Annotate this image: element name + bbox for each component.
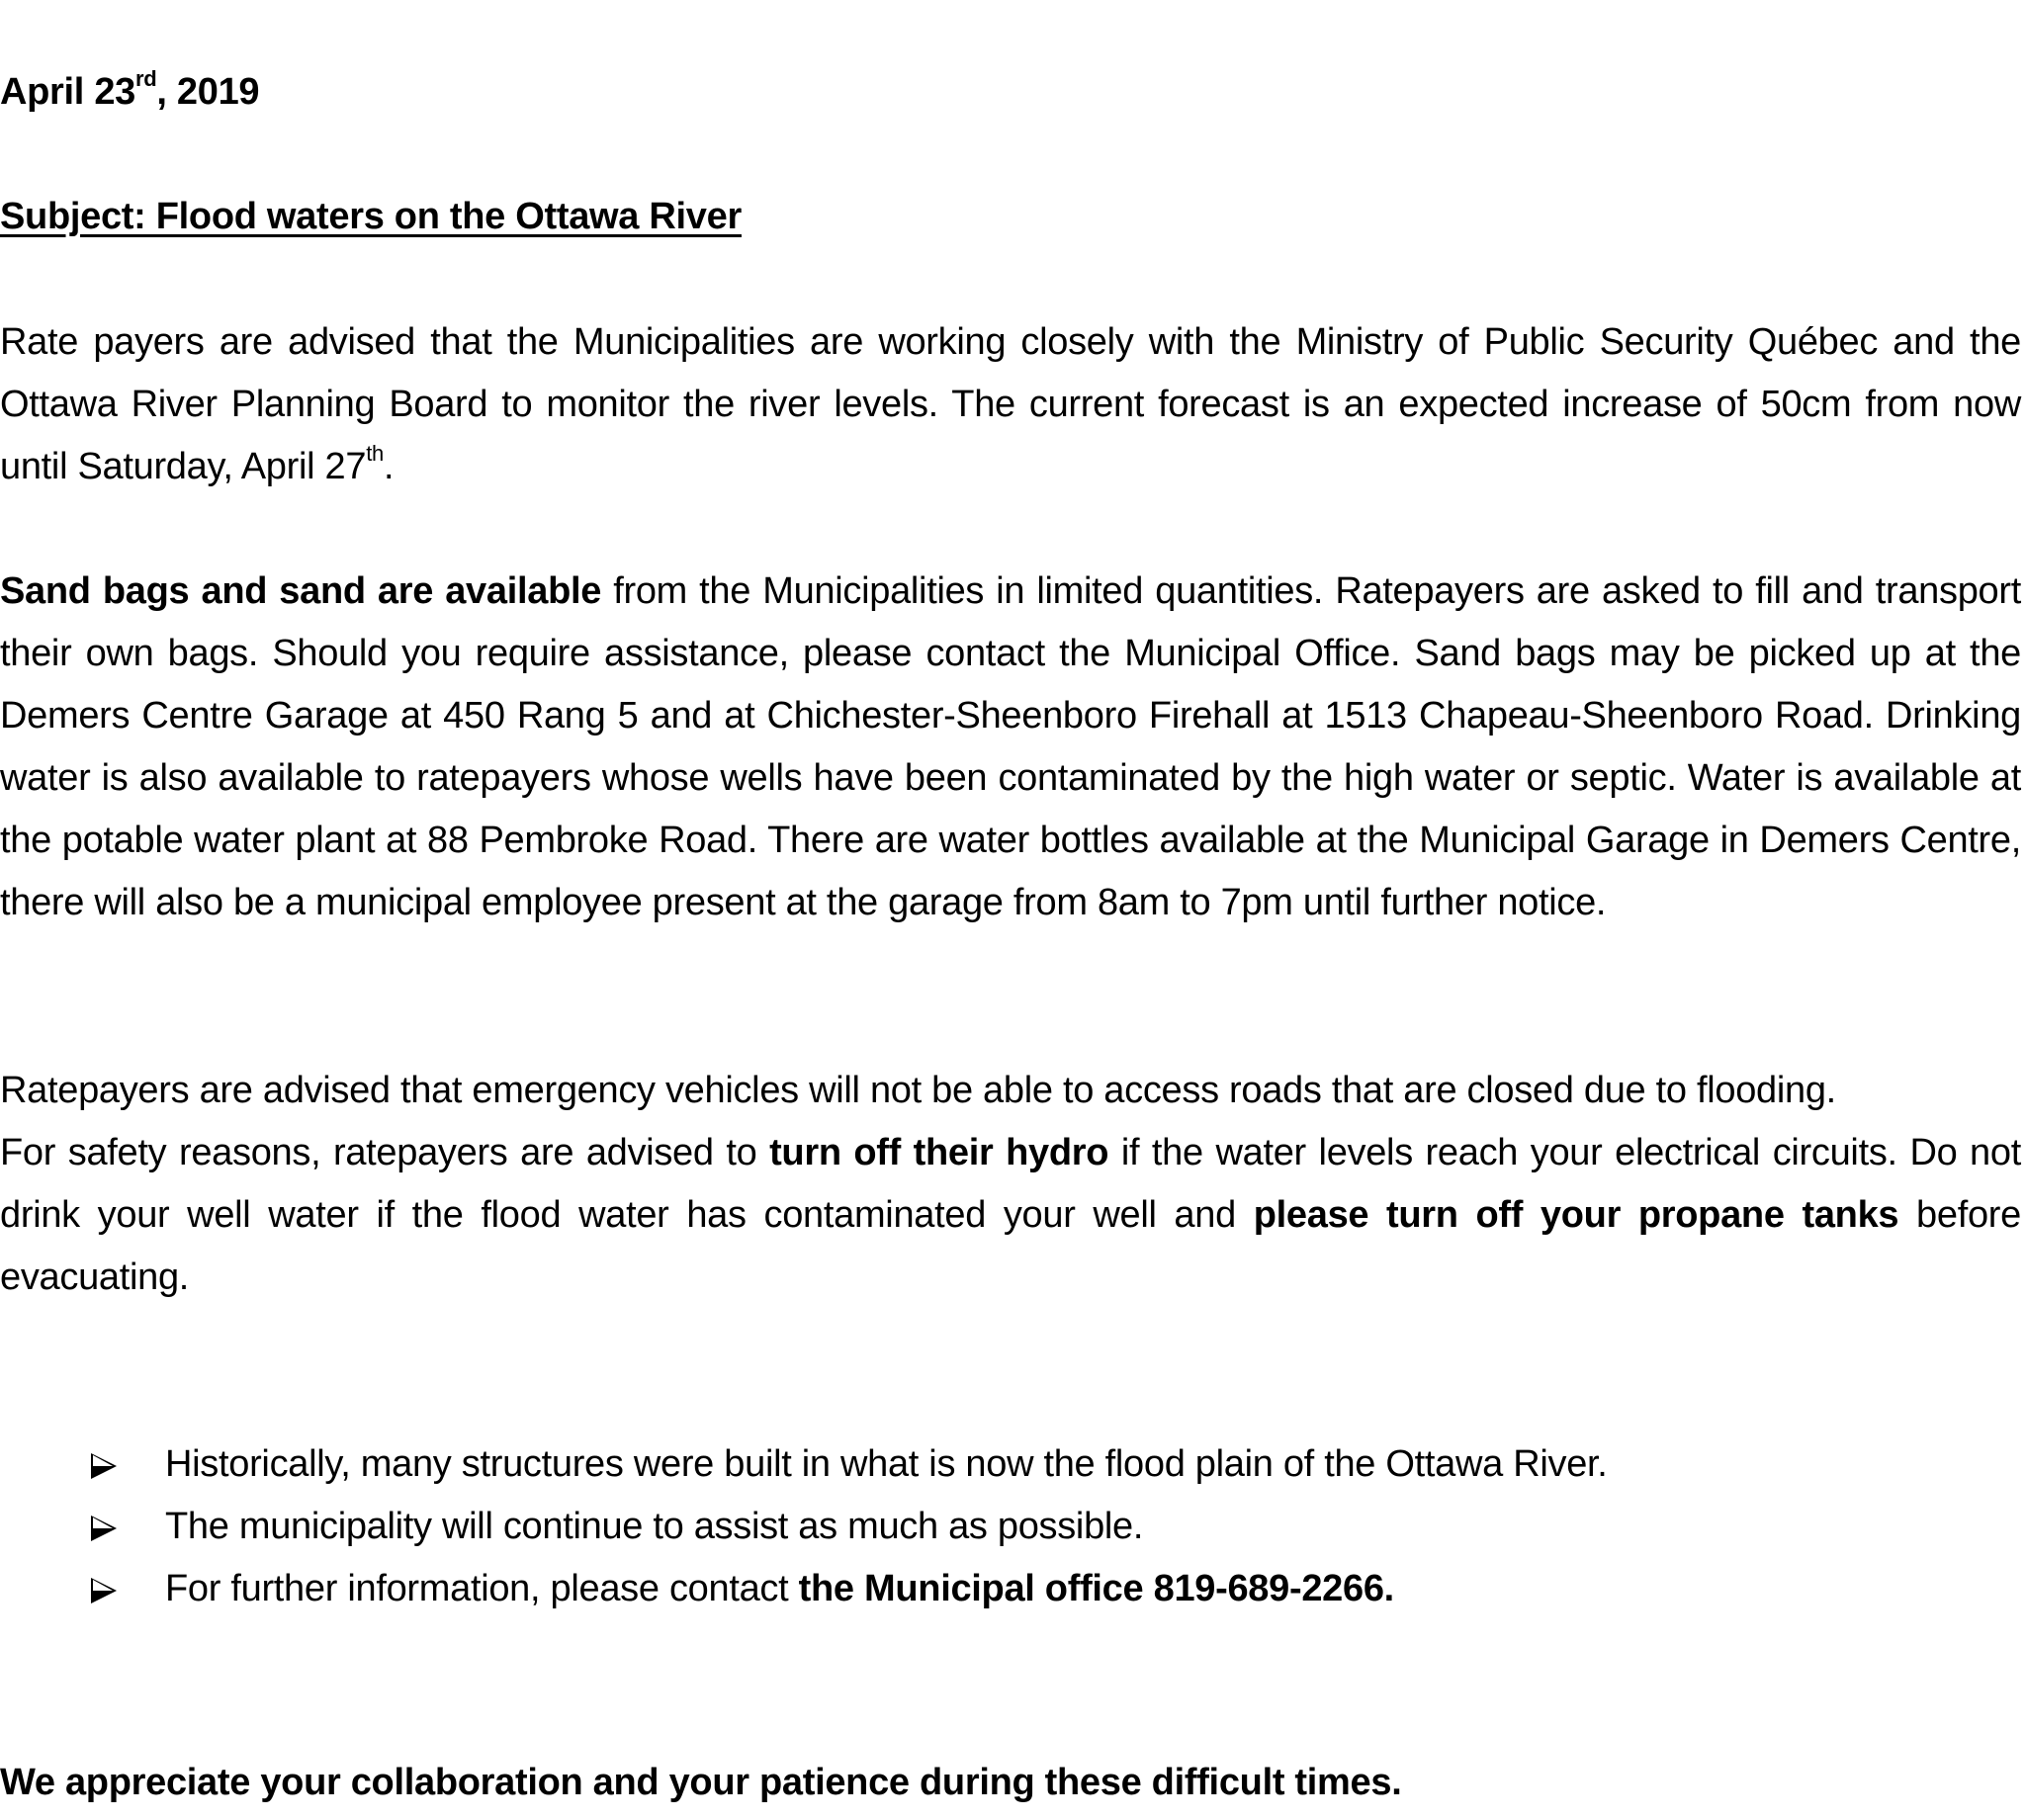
bullet-text: For further information, please contact: [165, 1568, 799, 1609]
safety-text-2: if the water levels reach your electrical circuits. Do not drink your well water if the flood water has contaminated your well and: [0, 1132, 2021, 1236]
forecast-ordinal: th: [366, 441, 384, 466]
date-ordinal: rd: [134, 66, 157, 91]
bullet-text: Historically, many structures were built in what is now the flood plain of the Ottawa River.: [165, 1443, 1608, 1485]
forecast-text: Rate payers are advised that the Municipalities are working closely with the Ministry of Public Security Québec and the Ottawa River Planning Board to monitor the river levels. The current forecast is an expected increase of 50cm from now until Saturday, April 27: [0, 321, 2021, 487]
safety-text-1: For safety reasons, ratepayers are advised to: [0, 1132, 770, 1173]
sandbags-text: from the Municipalities in limited quantities. Ratepayers are asked to fill and transport their own bags. Should you require assistance, please contact the Municipal Office. Sand bags may be picked up at the Demers Centre Garage at 450 Rang 5 and at Chichester-Sheenboro Firehall at 1513 Chapeau-Sheenboro Road. Drinking water is also available to ratepayers whose wells have been contaminated by the high water or septic. Water is available at the potable water plant at 88 Pembroke Road. There are water bottles available at the Municipal Garage in Demers Centre, there will also be a municipal employee present at the garage from 8am to 7pm until further notice.: [0, 570, 2021, 923]
arrowhead-bullet-icon: [91, 1578, 117, 1603]
date-text: April 23: [0, 71, 135, 113]
paragraph-safety: [0, 1060, 2021, 1309]
letter-subject: Subject: Flood waters on the Ottawa River: [0, 196, 742, 237]
arrowhead-bullet-icon: [91, 1453, 117, 1479]
contact-phone: the Municipal office 819-689-2266.: [798, 1568, 1394, 1609]
paragraph-forecast: [0, 311, 2021, 498]
forecast-end: .: [383, 446, 395, 487]
paragraph-sandbags: [0, 561, 2021, 934]
letter-date: [0, 61, 2021, 124]
safety-text-3: before evacuating.: [0, 1194, 2021, 1298]
arrowhead-bullet-icon: [91, 1516, 117, 1541]
bullet-item: [0, 1433, 2021, 1496]
closing-statement: We appreciate your collaboration and your patience during these difficult times.: [0, 1762, 1402, 1803]
hydro-warning: turn off their hydro: [769, 1132, 1109, 1173]
propane-warning: please turn off your propane tanks: [1253, 1194, 1899, 1236]
bullet-item: [0, 1496, 2021, 1558]
date-year: , 2019: [156, 71, 260, 113]
sandbags-lead: Sand bags and sand are available: [0, 570, 602, 612]
emergency-vehicles-text: Ratepayers are advised that emergency vehicles will not be able to access roads that are closed due to flooding.: [0, 1070, 1836, 1111]
info-bullet-list: [0, 1433, 2021, 1620]
bullet-item: [0, 1558, 2021, 1620]
bullet-text: The municipality will continue to assist as much as possible.: [165, 1506, 1144, 1547]
